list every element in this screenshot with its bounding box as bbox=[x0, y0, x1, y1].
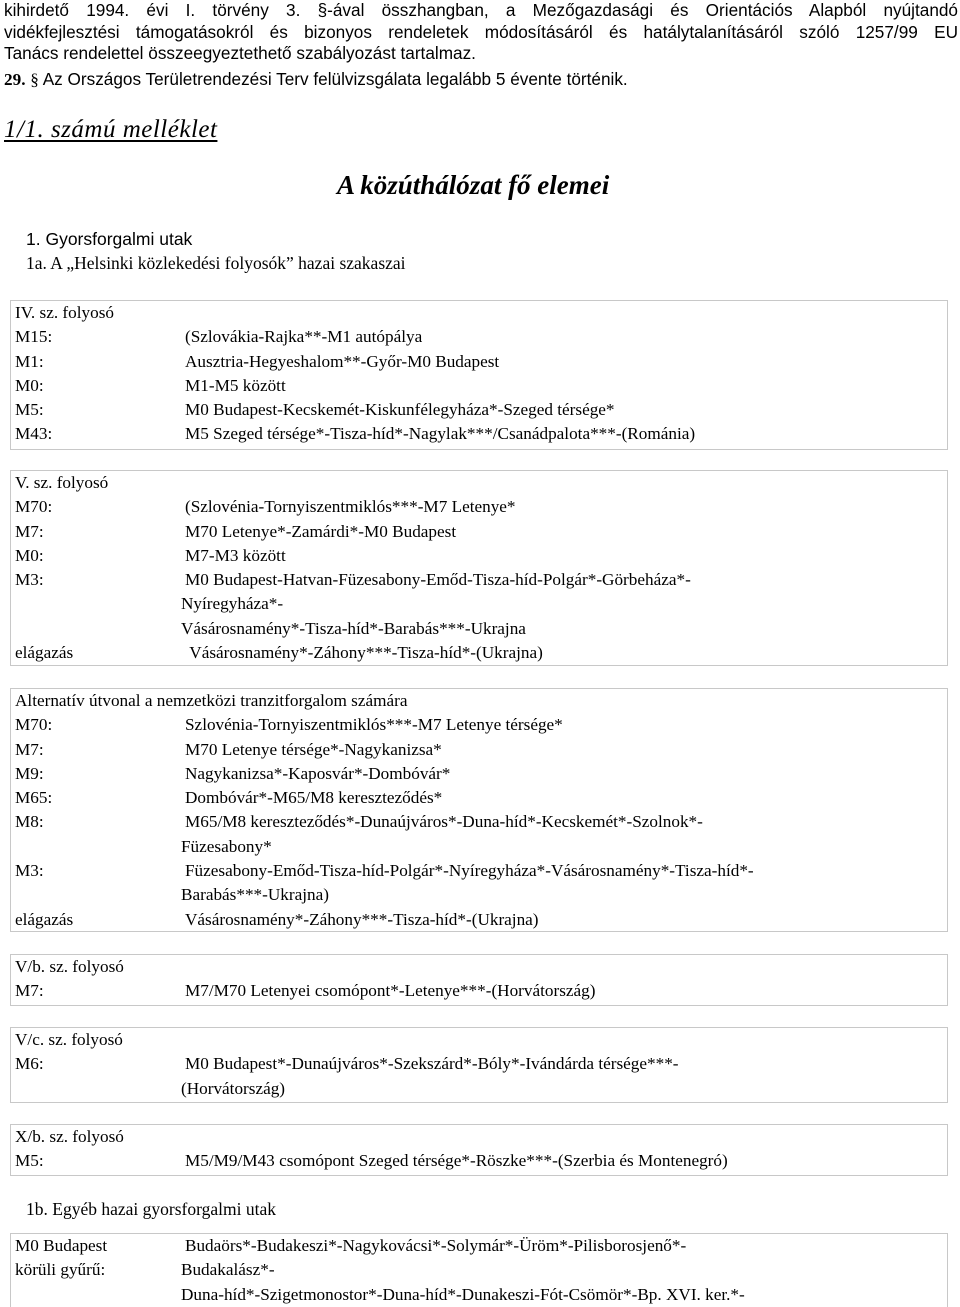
road-route bbox=[181, 568, 947, 641]
road-row bbox=[11, 398, 947, 422]
road-code: M0: bbox=[15, 375, 44, 395]
road-route-line: Füzesabony* bbox=[181, 836, 272, 856]
corridor-iv-box bbox=[10, 300, 948, 450]
road-route: Vásárosnamény*-Záhony***-Tisza-híd*-(Ukrajna) bbox=[185, 909, 539, 929]
road-row bbox=[11, 979, 947, 1003]
road-code: M7: bbox=[15, 521, 44, 541]
road-route: (Szlovákia-Rajka**-M1 autópálya bbox=[185, 327, 423, 347]
road-row bbox=[11, 786, 947, 810]
road-route-line: M65/M8 kereszteződés*-Dunaújváros*-Duna-híd*-Kecskemét*-Szolnok*- bbox=[185, 812, 703, 832]
road-route: M70 Letenye térsége*-Nagykanizsa* bbox=[185, 739, 442, 759]
road-code: M3: bbox=[15, 570, 44, 590]
road-route bbox=[181, 810, 947, 859]
road-route-line: M0 Budapest*-Dunaújváros*-Szekszárd*-Bóly*-Ivándárda térsége***- bbox=[185, 1054, 679, 1074]
paragraph-29 bbox=[4, 69, 958, 91]
road-code: elágazás bbox=[15, 643, 74, 663]
road-row bbox=[11, 350, 947, 374]
corridor-v-box bbox=[10, 470, 948, 666]
road-row bbox=[11, 641, 947, 665]
road-route bbox=[181, 1052, 947, 1101]
intro-line-3: Tanács rendelettel összeegyeztethető szabályozást tartalmaz. bbox=[4, 43, 476, 63]
road-row bbox=[11, 738, 947, 762]
road-route: M5 Szeged térsége*-Tisza-híd*-Nagylak***/Csanádpalota***-(Románia) bbox=[185, 424, 696, 444]
road-code: M5: bbox=[15, 400, 44, 420]
main-title: A közúthálózat fő elemei bbox=[337, 170, 610, 200]
road-route-line: M0 Budapest-Hatvan-Füzesabony-Emőd-Tisza-híd-Polgár*-Görbeháza*- bbox=[185, 570, 691, 590]
road-row bbox=[11, 495, 947, 519]
corridor-heading: V/c. sz. folyosó bbox=[15, 1030, 123, 1049]
paragraph-text: Az Országos Területrendezési Terv felülvizsgálata legalább 5 évente történik. bbox=[42, 68, 628, 89]
road-route bbox=[181, 859, 947, 908]
road-route-line: (Horvátország) bbox=[181, 1078, 286, 1098]
alternative-route-box bbox=[10, 688, 948, 932]
road-route bbox=[181, 1234, 947, 1307]
intro-line-1: kihirdető 1994. évi I. törvény 3. §-ával összhangban, a Mezőgazdasági és Orientációs Alapból nyújtandó bbox=[4, 0, 958, 20]
road-code: M0: bbox=[15, 545, 44, 565]
road-route-line: Vásárosnamény*-Tisza-híd*-Barabás***-Ukrajna bbox=[181, 618, 526, 638]
road-route-line: Budaörs*-Budakeszi*-Nagykovácsi*-Solymár*-Üröm*-Pilisborosjenő*- bbox=[185, 1236, 687, 1255]
paragraph-number: 29. bbox=[4, 69, 26, 89]
corridor-vb-box bbox=[10, 954, 948, 1006]
road-code: M9: bbox=[15, 763, 44, 783]
road-row bbox=[11, 908, 947, 932]
section-heading-1a: 1a. A „Helsinki közlekedési folyosók” hazai szakaszai bbox=[26, 253, 406, 273]
road-row bbox=[11, 1052, 947, 1101]
road-route-line: Nyíregyháza*- bbox=[181, 594, 284, 614]
road-code: M3: bbox=[15, 861, 44, 881]
road-code bbox=[11, 1234, 185, 1307]
road-row bbox=[11, 1234, 947, 1307]
intro-line-2: vidékfejlesztési támogatásokról és bizonyos rendeletek módosításáról és hatálytalanításáról szóló 1257/99 EU bbox=[4, 21, 958, 42]
road-row bbox=[11, 762, 947, 786]
road-row bbox=[11, 859, 947, 908]
road-row bbox=[11, 544, 947, 568]
corridor-heading: IV. sz. folyosó bbox=[15, 303, 114, 322]
road-route: M0 Budapest-Kecskemét-Kiskunfélegyháza*-Szeged térsége* bbox=[185, 400, 615, 420]
road-route: M7-M3 között bbox=[185, 545, 286, 565]
road-row bbox=[11, 422, 947, 446]
road-route: M70 Letenye*-Zamárdi*-M0 Budapest bbox=[185, 521, 457, 541]
road-code: M70: bbox=[15, 715, 53, 735]
road-row bbox=[11, 325, 947, 349]
annex-title: 1/1. számú melléklet bbox=[4, 116, 218, 143]
road-code-line: körüli gyűrű: bbox=[15, 1260, 106, 1280]
road-route: Szlovénia-Tornyiszentmiklós***-M7 Letenye térsége* bbox=[185, 715, 563, 735]
corridor-heading: V/b. sz. folyosó bbox=[15, 957, 124, 976]
road-route: Ausztria-Hegyeshalom**-Győr-M0 Budapest bbox=[185, 351, 500, 371]
road-code: M7: bbox=[15, 739, 44, 759]
road-route-line: Duna-híd*-Szigetmonostor*-Duna-híd*-Dunakeszi-Fót-Csömör*-Bp. XVI. ker.*- bbox=[181, 1284, 745, 1304]
road-code-line: M0 Budapest bbox=[15, 1236, 108, 1255]
corridor-heading: X/b. sz. folyosó bbox=[15, 1127, 124, 1146]
road-route: M7/M70 Letenyei csomópont*-Letenye***-(Horvátország) bbox=[185, 981, 596, 1001]
road-code: M43: bbox=[15, 424, 53, 444]
corridor-xb-box bbox=[10, 1124, 948, 1176]
road-code: M5: bbox=[15, 1151, 44, 1171]
road-code: elágazás bbox=[15, 909, 74, 929]
road-row bbox=[11, 1149, 947, 1173]
intro-text bbox=[4, 0, 958, 90]
road-route-line: Barabás***-Ukrajna) bbox=[181, 885, 329, 905]
road-row bbox=[11, 810, 947, 859]
road-row bbox=[11, 568, 947, 641]
road-route: Nagykanizsa*-Kaposvár*-Dombóvár* bbox=[185, 763, 451, 783]
road-route-line: Füzesabony-Emőd-Tisza-híd-Polgár*-Nyíregyháza*-Vásárosnamény*-Tisza-híd*- bbox=[185, 861, 754, 881]
road-code: M70: bbox=[15, 497, 53, 517]
road-row bbox=[11, 520, 947, 544]
road-code: M6: bbox=[15, 1054, 44, 1074]
road-code: M65: bbox=[15, 788, 53, 808]
road-route: Vásárosnamény*-Záhony***-Tisza-híd*-(Ukrajna) bbox=[185, 643, 543, 663]
corridor-vc-box bbox=[10, 1027, 948, 1103]
road-row bbox=[11, 374, 947, 398]
road-route: (Szlovénia-Tornyiszentmiklós***-M7 Letenye* bbox=[185, 497, 516, 517]
road-route: M5/M9/M43 csomópont Szeged térsége*-Röszke***-(Szerbia és Montenegró) bbox=[185, 1151, 728, 1171]
section-heading-1: 1. Gyorsforgalmi utak bbox=[26, 229, 193, 249]
section-sign: § bbox=[30, 69, 39, 89]
m0-ring-box bbox=[10, 1233, 948, 1307]
road-code: M1: bbox=[15, 351, 44, 371]
road-code: M7: bbox=[15, 981, 44, 1001]
section-heading-1b: 1b. Egyéb hazai gyorsforgalmi utak bbox=[26, 1199, 276, 1219]
road-row bbox=[11, 713, 947, 737]
road-route: M1-M5 között bbox=[185, 375, 286, 395]
road-route: Dombóvár*-M65/M8 kereszteződés* bbox=[185, 788, 443, 808]
road-code: M15: bbox=[15, 327, 53, 347]
corridor-heading: V. sz. folyosó bbox=[15, 473, 109, 492]
road-code: M8: bbox=[15, 812, 44, 832]
road-route-line: Budakalász*- bbox=[181, 1260, 275, 1280]
corridor-heading: Alternatív útvonal a nemzetközi tranzitforgalom számára bbox=[15, 691, 408, 710]
